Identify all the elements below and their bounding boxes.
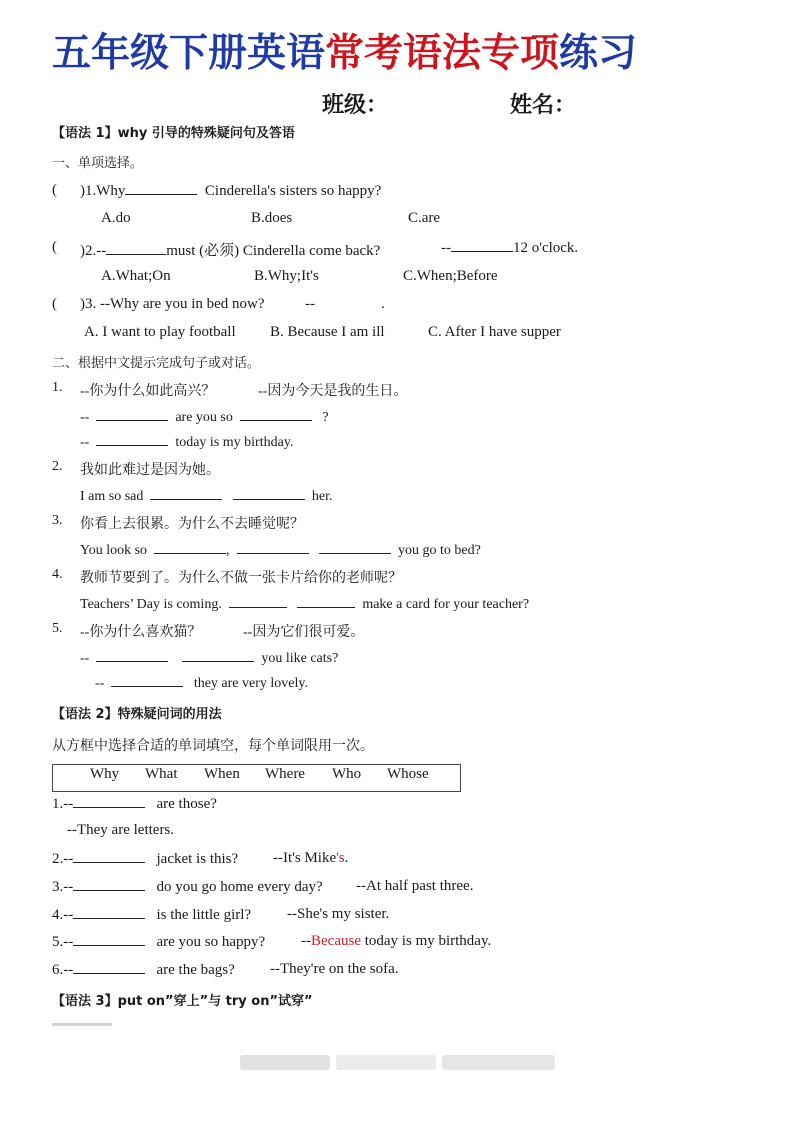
- item-number: 3.: [52, 513, 63, 528]
- answer-paren: (: [52, 296, 57, 312]
- fill-line: [80, 433, 293, 451]
- option-a[interactable]: A.What;On: [101, 268, 171, 284]
- answer-blank[interactable]: [96, 408, 168, 421]
- fill-line: [80, 649, 338, 667]
- item-prompt-reply: --因为今天是我的生日。: [258, 384, 408, 399]
- word-bank-word: When: [204, 766, 240, 782]
- mc-question-1: [52, 182, 57, 199]
- fill-line: [80, 487, 333, 505]
- option-c[interactable]: C.When;Before: [403, 268, 498, 284]
- blurred-footer: [442, 1055, 555, 1070]
- line-end: they are very lovely.: [193, 676, 308, 691]
- fill-line: [80, 408, 329, 426]
- answer-blank[interactable]: [237, 541, 309, 554]
- word-bank-word: What: [145, 766, 178, 782]
- answer-blank[interactable]: [229, 595, 287, 608]
- line-end: ?: [322, 410, 329, 425]
- question-number: 1.--: [52, 796, 74, 812]
- question-stem-rest: Cinderella's sisters so happy?: [204, 183, 382, 199]
- blurred-footer: [240, 1055, 330, 1070]
- reply-dash: --: [441, 240, 451, 256]
- word-question-6: [52, 961, 235, 979]
- mc-question-3-reply-dash: --: [305, 296, 315, 312]
- answer-blank[interactable]: [297, 595, 355, 608]
- item-prompt: 你看上去很累。为什么不去睡觉呢？: [80, 517, 304, 532]
- fill-line: [80, 595, 529, 613]
- grammar2-instruction: 从方框中选择合适的单词填空，每个单词限用一次。: [52, 738, 374, 754]
- word-bank-word: Why: [90, 766, 120, 782]
- word-bank-word: Where: [265, 766, 305, 782]
- line-dash: --: [95, 676, 105, 691]
- mc-question-2-reply: [441, 239, 578, 257]
- line-dash: --: [80, 410, 90, 425]
- item-prompt: 教师节要到了。为什么不做一张卡片给你的老师呢？: [80, 571, 402, 586]
- word-answer-6: --They're on the sofa.: [270, 961, 399, 977]
- name-label: 姓名：: [510, 93, 577, 118]
- question-text: are you so happy?: [156, 934, 266, 950]
- line-end: make a card for your teacher?: [362, 597, 530, 612]
- option-c[interactable]: C.are: [408, 210, 441, 226]
- grammar1-heading: 【语法 1】why 引导的特殊疑问句及答语: [52, 126, 295, 141]
- option-c[interactable]: C. After I have supper: [428, 324, 561, 340]
- mc-question-3-reply-end: .: [381, 296, 385, 312]
- word-question-3: [52, 878, 323, 896]
- line-text: are you so: [175, 410, 233, 425]
- option-a[interactable]: A. I want to play football: [84, 324, 236, 340]
- answer-highlight: 's: [336, 850, 345, 866]
- word-bank-word: Whose: [387, 766, 429, 782]
- option-b[interactable]: B.Why;It's: [254, 268, 319, 284]
- title-part-2: 常考语法专项: [325, 31, 560, 76]
- question-number: 6.--: [52, 962, 74, 978]
- answer-blank[interactable]: [73, 850, 145, 863]
- item-prompt: --你为什么如此高兴？: [80, 384, 216, 399]
- word-answer-3: --At half past three.: [356, 878, 474, 894]
- answer-blank[interactable]: [125, 182, 197, 195]
- grammar3-heading: 【语法 3】put on”穿上”与 try on”试穿”: [52, 994, 313, 1009]
- word-answer-1: --They are letters.: [67, 822, 175, 838]
- question-number: 5.--: [52, 934, 74, 950]
- word-answer-4: --She's my sister.: [287, 906, 390, 922]
- answer-text: --It's Mike: [273, 850, 337, 866]
- line-dash: --: [80, 435, 90, 450]
- word-question-4: [52, 906, 251, 924]
- answer-text-end: .: [344, 850, 349, 866]
- line-comma: ,: [226, 543, 230, 558]
- fill-line: [95, 674, 308, 692]
- page-title: [52, 22, 637, 78]
- section1-heading: 一、单项选择。: [52, 156, 144, 171]
- mc-question-3-stem: )3. --Why are you in bed now?: [80, 296, 265, 312]
- question-number: 2.--: [52, 851, 74, 867]
- answer-blank[interactable]: [106, 242, 166, 255]
- mc-question-3: [52, 296, 57, 313]
- answer-blank[interactable]: [73, 961, 145, 974]
- question-stem-rest: must (必须) Cinderella come back?: [166, 243, 381, 259]
- title-part-3: 练习: [559, 31, 638, 76]
- line-dash: --: [80, 651, 90, 666]
- answer-blank[interactable]: [451, 239, 513, 252]
- item-number: 1.: [52, 380, 63, 395]
- question-stem: )1.Why: [80, 183, 126, 199]
- answer-blank[interactable]: [73, 906, 145, 919]
- answer-blank[interactable]: [150, 487, 222, 500]
- question-stem: )2.--: [80, 243, 107, 259]
- fill-line: [80, 541, 481, 559]
- line-end: you go to bed?: [398, 543, 481, 558]
- section2-heading: 二、根据中文提示完成句子或对话。: [52, 356, 261, 371]
- reply-rest: 12 o'clock.: [513, 240, 579, 256]
- line-text: You look so: [80, 543, 148, 558]
- word-bank-word: Who: [332, 766, 362, 782]
- word-question-5: [52, 933, 265, 951]
- line-text: I am so sad: [80, 489, 144, 504]
- answer-text-end: today is my birthday.: [360, 933, 492, 949]
- answer-blank[interactable]: [154, 541, 226, 554]
- question-text: do you go home every day?: [156, 879, 323, 895]
- line-end: you like cats?: [261, 651, 339, 666]
- word-question-1: [52, 795, 217, 813]
- mc-question-2: [52, 239, 57, 256]
- line-end: her.: [311, 489, 333, 504]
- class-label: 班级：: [322, 93, 389, 118]
- option-b[interactable]: B.does: [251, 210, 293, 226]
- answer-blank[interactable]: [319, 541, 391, 554]
- line-text: Teachers’ Day is coming.: [80, 597, 222, 612]
- word-question-2: [52, 850, 238, 868]
- answer-blank[interactable]: [73, 933, 145, 946]
- mc-question-2-stem: [80, 239, 380, 260]
- question-text: are the bags?: [156, 962, 235, 978]
- question-number: 3.--: [52, 879, 74, 895]
- blurred-footer: [336, 1055, 436, 1070]
- answer-text: --: [301, 933, 311, 949]
- mc-question-1-stem: [80, 182, 381, 200]
- answer-paren: (: [52, 239, 57, 255]
- option-b[interactable]: B. Because I am ill: [270, 324, 385, 340]
- answer-highlight: Because: [311, 933, 361, 949]
- answer-blank[interactable]: [182, 649, 254, 662]
- word-answer-2: [273, 850, 348, 867]
- question-number: 4.--: [52, 907, 74, 923]
- answer-blank[interactable]: [96, 433, 168, 446]
- option-a[interactable]: A.do: [101, 210, 131, 226]
- question-text: is the little girl?: [156, 907, 252, 923]
- answer-blank[interactable]: [73, 878, 145, 891]
- title-part-1: 五年级下册英语: [52, 31, 326, 76]
- item-prompt: --你为什么喜欢猫？: [80, 625, 202, 640]
- answer-blank[interactable]: [96, 649, 168, 662]
- answer-blank[interactable]: [73, 795, 145, 808]
- item-number: 5.: [52, 621, 63, 636]
- line-end: today is my birthday.: [175, 435, 294, 450]
- item-number: 4.: [52, 567, 63, 582]
- item-prompt-reply: --因为它们很可爱。: [243, 625, 365, 640]
- answer-blank[interactable]: [240, 408, 312, 421]
- answer-blank[interactable]: [233, 487, 305, 500]
- answer-paren: (: [52, 182, 57, 198]
- item-prompt: 我如此难过是因为她。: [80, 463, 220, 478]
- word-answer-5: [301, 933, 491, 950]
- grammar2-heading: 【语法 2】特殊疑问词的用法: [52, 707, 222, 722]
- answer-blank[interactable]: [111, 674, 183, 687]
- item-number: 2.: [52, 459, 63, 474]
- question-text: jacket is this?: [156, 851, 239, 867]
- question-text: are those?: [156, 796, 217, 812]
- cutoff-text-fragment: [52, 1020, 112, 1026]
